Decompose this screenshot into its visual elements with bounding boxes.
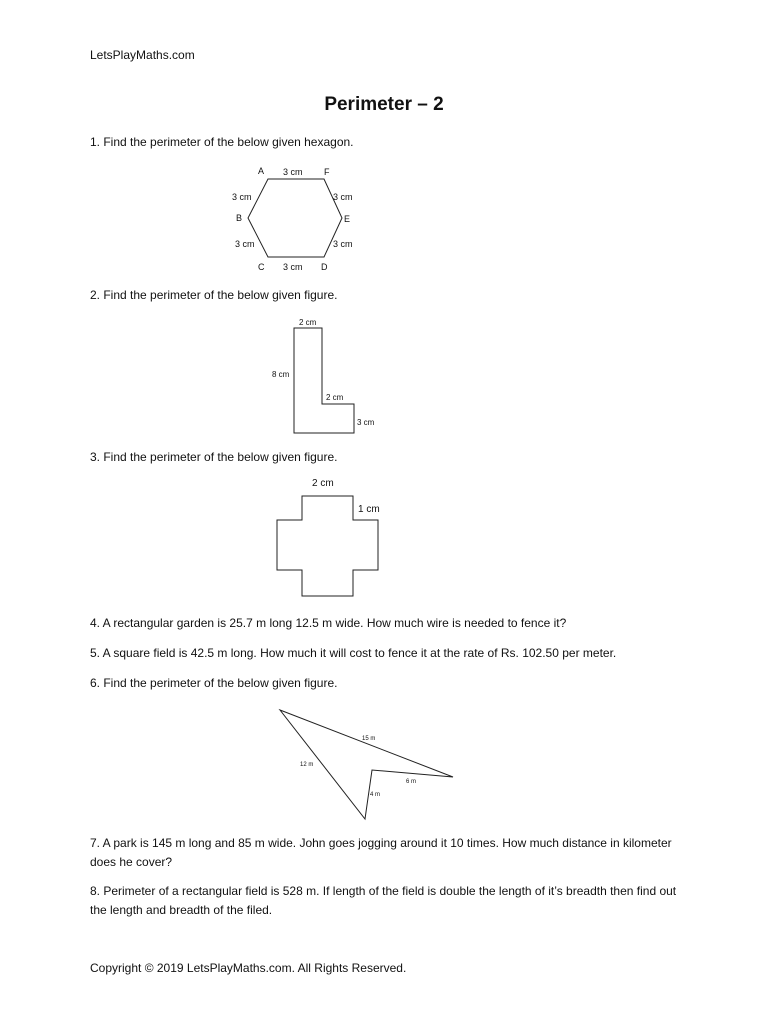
vertex-c: C [258, 262, 265, 272]
question-5: 5. A square field is 42.5 m long. How much it will cost to fence it at the rate of Rs. 102.50 per meter. [90, 646, 617, 660]
l-shape [294, 328, 354, 433]
arrow-left-label: 12 m [300, 762, 314, 768]
l-left-label: 8 cm [272, 370, 290, 379]
site-name: LetsPlayMaths.com [90, 48, 195, 62]
arrow-short-label: 6 m [406, 779, 417, 785]
hexagon-shape [248, 179, 342, 257]
side-ab-label: 3 cm [232, 192, 252, 202]
question-4: 4. A rectangular garden is 25.7 m long 12.5 m wide. How much wire is needed to fence it? [90, 616, 567, 630]
vertex-b: B [236, 213, 243, 223]
copyright-footer: Copyright © 2019 LetsPlayMaths.com. All Rights Reserved. [90, 961, 407, 975]
l-top-label: 2 cm [299, 318, 317, 327]
side-cd-label: 3 cm [283, 262, 303, 272]
arrow-long-label: 15 m [362, 736, 376, 742]
cross-top-label: 2 cm [312, 478, 334, 489]
side-af-label: 3 cm [283, 167, 303, 177]
vertex-d: D [321, 262, 328, 272]
cross-figure [266, 474, 396, 600]
hexagon-figure [220, 160, 370, 276]
vertex-f: F [324, 167, 330, 177]
question-6: 6. Find the perimeter of the below given figure. [90, 676, 338, 690]
page-title: Perimeter – 2 [324, 94, 444, 115]
l-inner-label: 2 cm [326, 393, 344, 402]
arrow-inner-label: 4 m [370, 792, 381, 798]
vertex-e: E [344, 214, 351, 224]
question-8: 8. Perimeter of a rectangular field is 528 m. If length of the field is double the length of it’s breadth then find out the length and breadth of the filed. [90, 884, 677, 917]
cross-side-label: 1 cm [358, 504, 380, 515]
question-7: 7. A park is 145 m long and 85 m wide. John goes jogging around it 10 times. How much distance in kilometer does he cover? [90, 836, 672, 869]
side-ed-label: 3 cm [333, 239, 353, 249]
l-shape-figure [266, 314, 386, 438]
side-bc-label: 3 cm [235, 239, 255, 249]
arrow-figure [270, 702, 470, 824]
l-right-label: 3 cm [357, 418, 375, 427]
question-3: 3. Find the perimeter of the below given figure. [90, 450, 338, 464]
side-fe-label: 3 cm [333, 192, 353, 202]
vertex-a: A [258, 166, 265, 176]
question-2: 2. Find the perimeter of the below given figure. [90, 288, 338, 302]
question-1: 1. Find the perimeter of the below given hexagon. [90, 135, 354, 149]
